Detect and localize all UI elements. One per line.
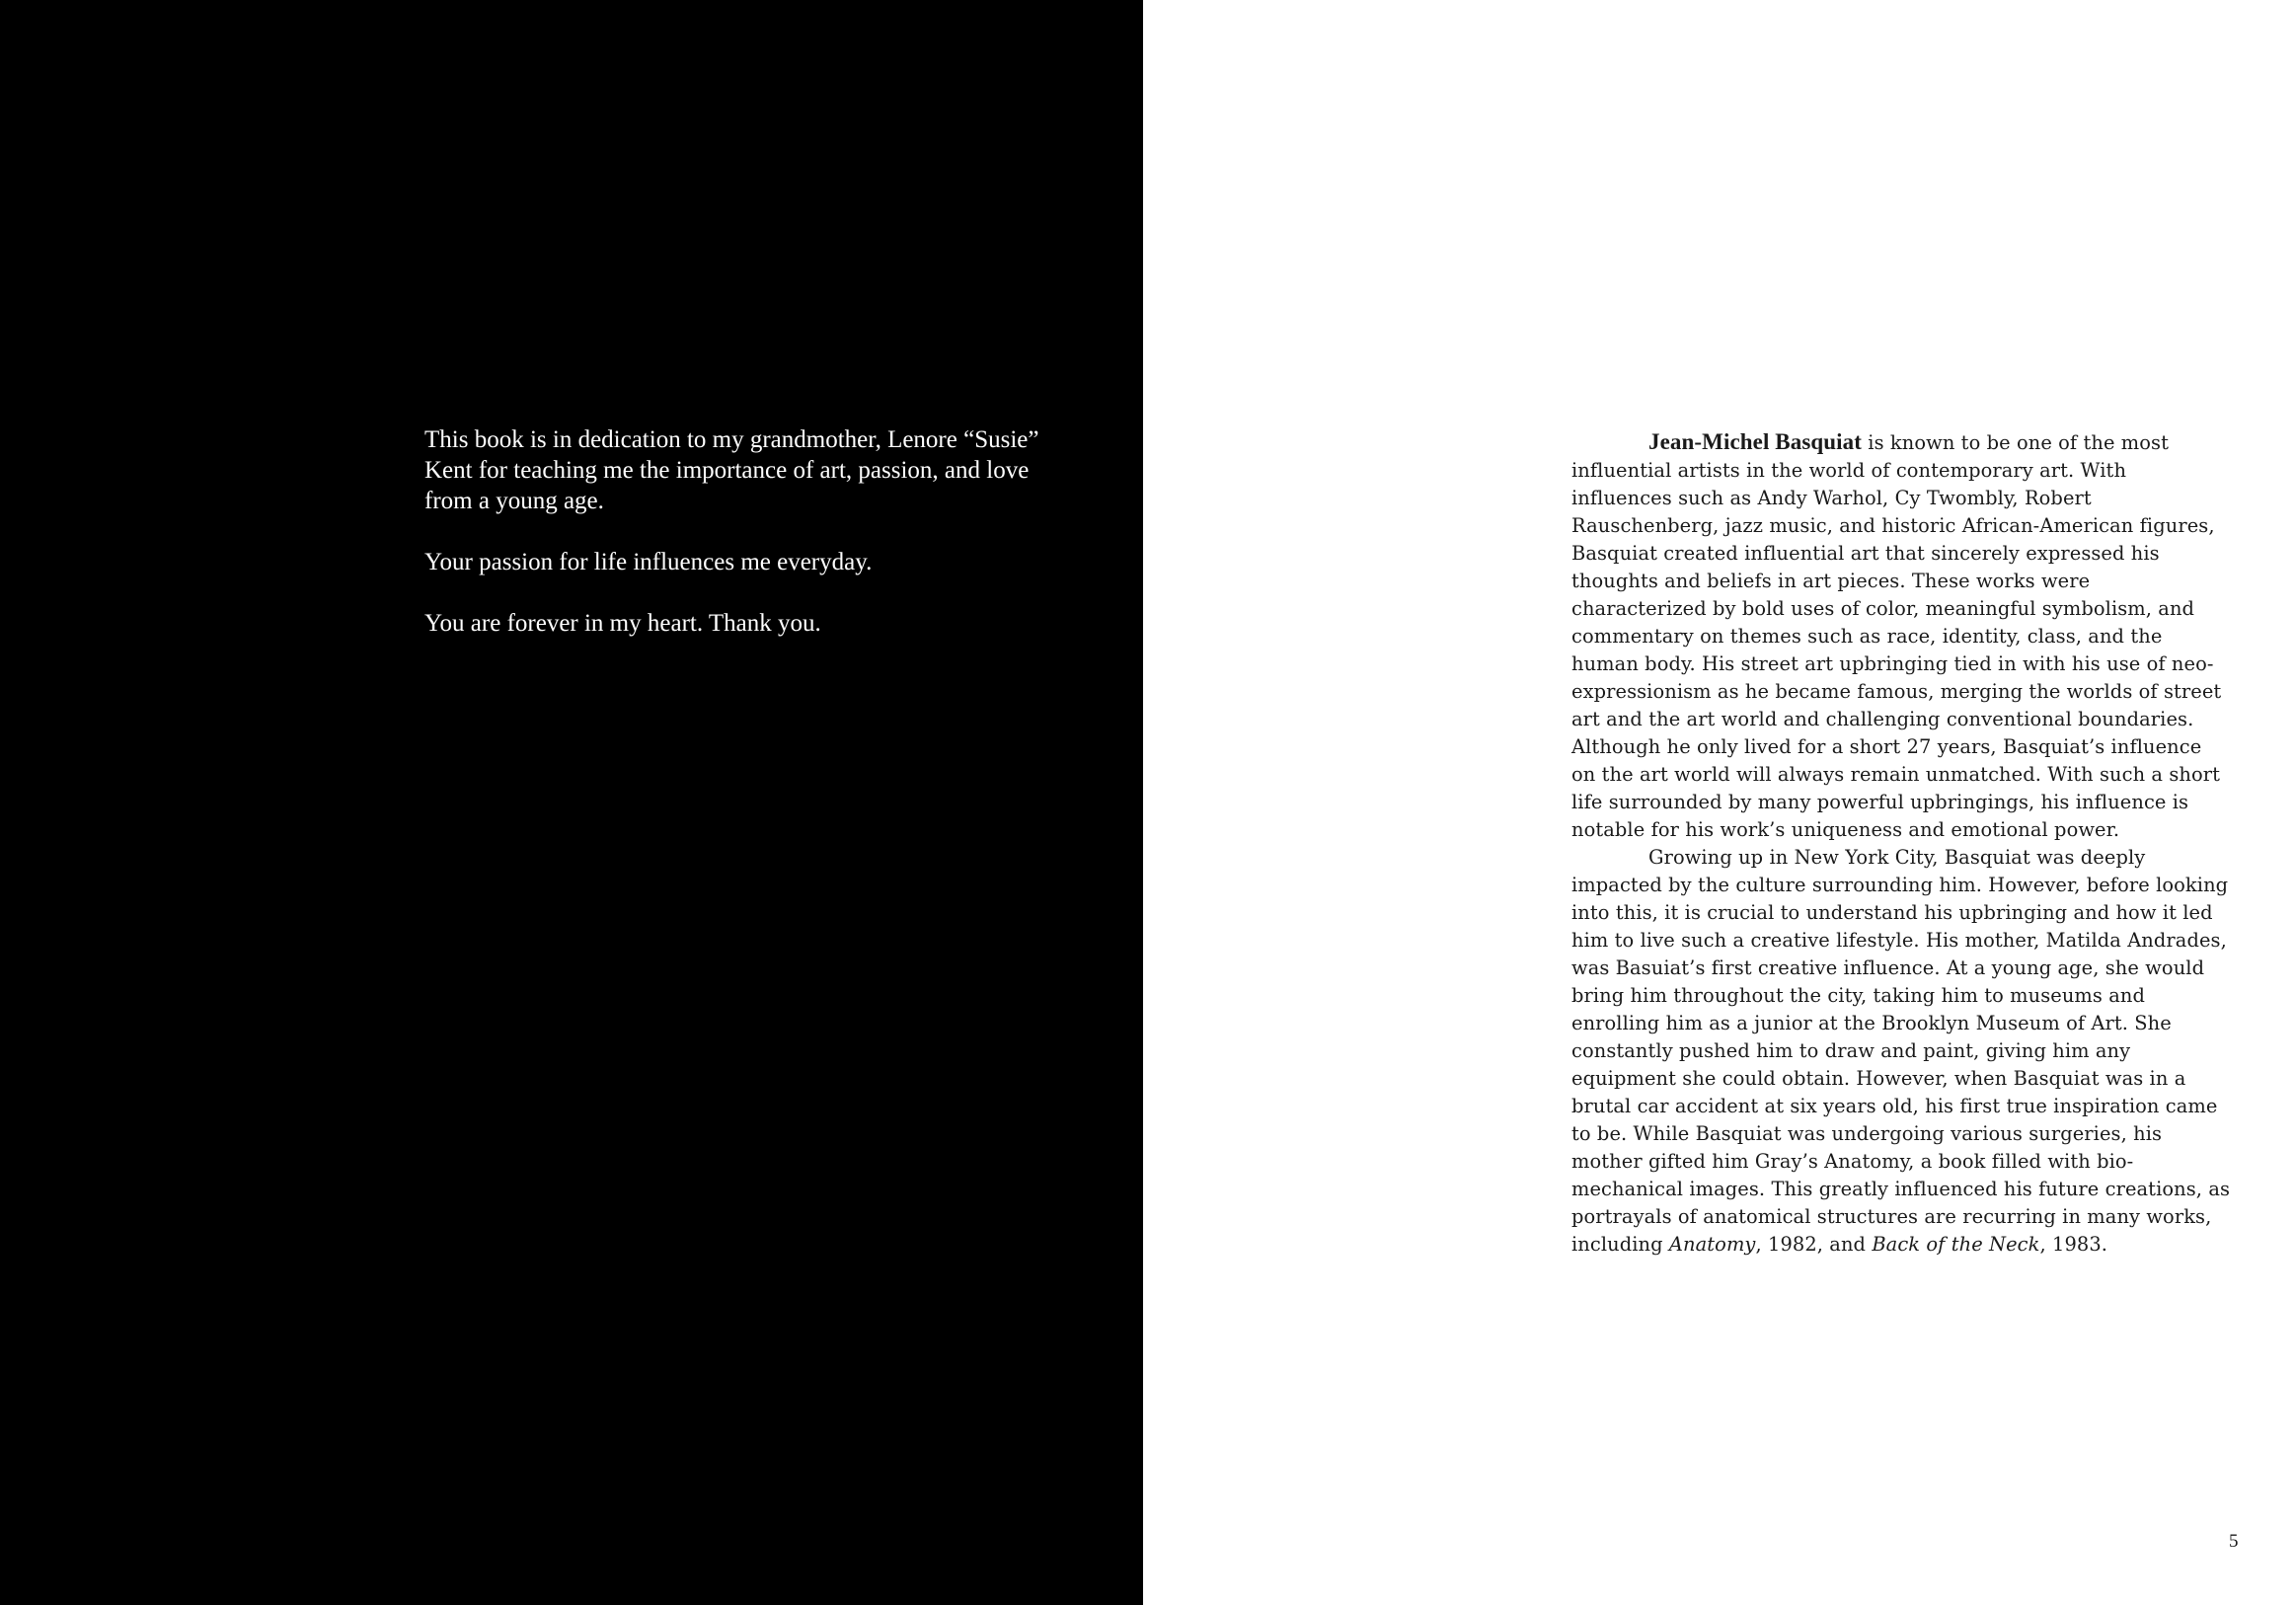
- essay-text-run: Growing up in New York City, Basquiat was deeply impacted by the culture surrounding him. However, before looking into this, it is crucial to understand his upbringing and how it led him to live such a creative lifestyle. His mother, Matilda Andrades, was Basuiat’s first creative influence. At a young age, she would bring him throughout the city, taking him to museums and enrolling him as a junior at the Brooklyn Museum of Art. She constantly pushed him to draw and paint, giving him any equipment she could obtain. However, when Basquiat was in a brutal car accident at six years old, his first true inspiration came to be. While Basquiat was undergoing various surgeries, his mother gifted him Gray’s Anatomy, a book filled with bio-mechanical images. This greatly influenced his future creations, as portrayals of anatomical structures are recurring in many works, including: [1571, 846, 2231, 1256]
- artwork-title: Back of the Neck: [1872, 1233, 2040, 1256]
- right-page: [1143, 0, 2296, 1605]
- artist-name: Jean-Michel Basquiat: [1648, 429, 1863, 454]
- dedication-text: [424, 424, 1076, 669]
- dedication-paragraph: Your passion for life influences me everyday.: [424, 549, 873, 575]
- page-number: 5: [2229, 1531, 2239, 1552]
- left-page: [0, 0, 1143, 1605]
- essay-text: [1571, 428, 2231, 1259]
- dedication-paragraph: You are forever in my heart. Thank you.: [424, 610, 821, 637]
- essay-text-run: , 1983.: [2039, 1233, 2108, 1256]
- essay-paragraph: [1571, 844, 2231, 1259]
- dedication-paragraph: This book is in dedication to my grandmother, Lenore “Susie” Kent for teaching me the importance of art, passion, and love from a young age.: [424, 426, 1039, 514]
- essay-text-run: is known to be one of the most influential artists in the world of contemporary art. With influences such as Andy Warhol, Cy Twombly, Robert Rauschenberg, jazz music, and historic African-American figures, Basquiat created influential art that sincerely expressed his thoughts and beliefs in art pieces. These works were characterized by bold uses of color, meaningful symbolism, and commentary on themes such as race, identity, class, and the human body. His street art upbringing tied in with his use of neo-expressionism as he became famous, merging the worlds of street art and the art world and challenging conventional boundaries. Although he only lived for a short 27 years, Basquiat’s influence on the art world will always remain unmatched. With such a short life surrounded by many powerful upbringings, his influence is notable for his work’s uniqueness and emotional power.: [1571, 431, 2222, 841]
- essay-paragraph: [1571, 428, 2231, 844]
- artwork-title: Anatomy: [1668, 1233, 1756, 1256]
- essay-text-run: , 1982, and: [1755, 1233, 1873, 1256]
